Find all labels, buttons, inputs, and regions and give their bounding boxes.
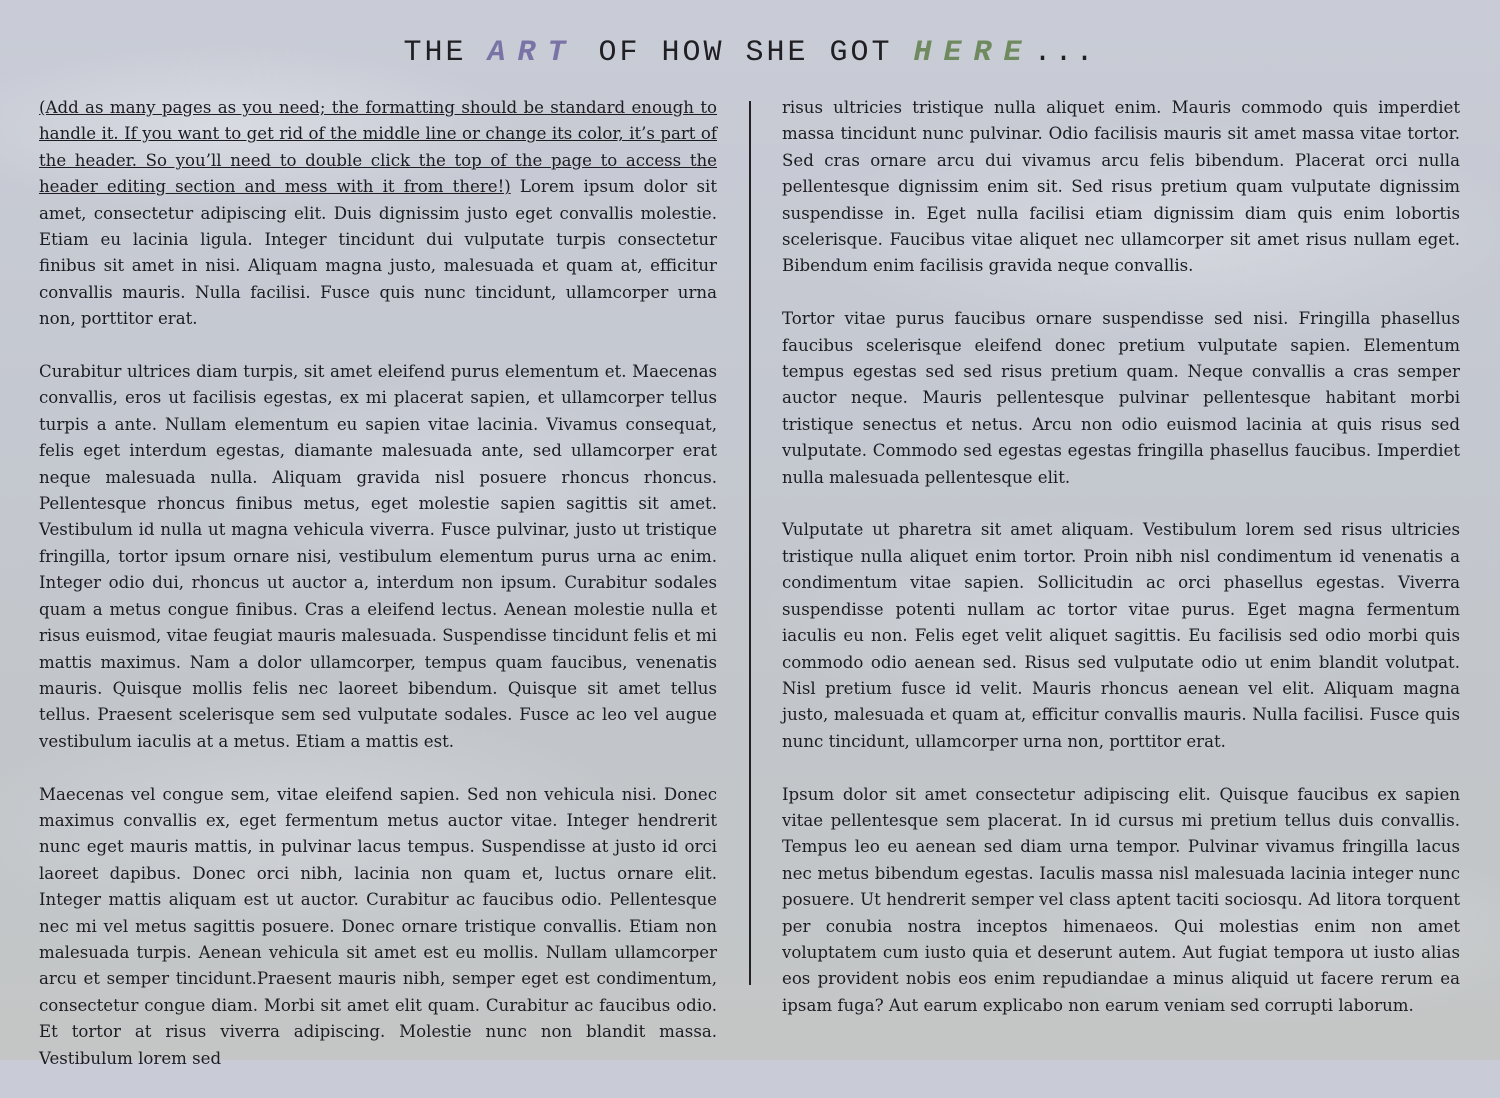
- right-paragraph-2: Tortor vitae purus faucibus ornare suspendisse sed nisi. Fringilla phasellus faucibus scelerisque eleifend donec pretium vulputate sapien. Elementum tempus egestas sed sed risus pretium quam. Neque convallis a cras semper auctor neque. Mauris pellentesque pulvinar pellentesque habitant morbi tristique senectus et netus. Arcu non odio euismod lacinia at quis risus sed vulputate. Commodo sed egestas egestas fringilla phasellus faucibus. Imperdiet nulla malesuada pellentesque elit.: [782, 309, 1460, 487]
- right-paragraph-4: Ipsum dolor sit amet consectetur adipiscing elit. Quisque faucibus ex sapien vitae pellentesque sem placerat. In id cursus mi pretium tellus duis convallis. Tempus leo eu aenean sed diam urna tempor. Pulvinar vivamus fringilla lacus nec metus bibendum egestas. Iaculis massa nisl malesuada lacinia integer nunc posuere. Ut hendrerit semper vel class aptent taciti sociosqu. Ad litora torquent per conubia nostra inceptos himenaeos. Qui molestias enim non amet voluptatem cum iusto quia et deserunt autem. Aut fugiat tempora ut iusto alias eos provident nobis eos enim repudiandae a minus aliquid ut facere rerum ea ipsam fuga? Aut earum explicabo non earum veniam sed corrupti laborum.: [782, 784, 1460, 1015]
- title-art-word: ART: [487, 36, 578, 70]
- right-paragraph-3: Vulputate ut pharetra sit amet aliquam. Vestibulum lorem sed risus ultricies tristique nulla aliquet enim tortor. Proin nibh nisl condimentum id venenatis a condimentum vitae sapien. Sollicitudin ac orci phasellus egestas. Viverra suspendisse potenti nullam ac tortor vitae purus. Eget magna fermentum iaculis eu non. Felis eget velit aliquet sagittis. Eu facilisis sed odio morbi quis commodo odio aenean sed. Risus sed vulputate odio ut enim blandit volutpat. Nisl pretium fusce id velit. Mauris rhoncus aenean vel elit. Aliquam magna justo, malesuada et quam at, efficitur convallis mauris. Nulla facilisi. Fusce quis nunc tincidunt, ullamcorper urna non, porttitor erat.: [782, 520, 1460, 751]
- left-paragraph-3: Maecenas vel congue sem, vitae eleifend sapien. Sed non vehicula nisi. Donec maximus convallis ex, eget fermentum metus auctor vitae. Integer hendrerit nunc eget mauris mattis, in pulvinar lacus tempus. Suspendisse at justo id orci laoreet dapibus. Donec orci nibh, lacinia non quam et, luctus ornare elit. Integer mattis aliquam est ut auctor. Curabitur ac faucibus odio. Pellentesque nec mi vel metus sagittis posuere. Donec ornare tristique convallis. Etiam non malesuada turpis. Aenean vehicula sit amet est eu mollis. Nullam ullamcorper arcu et semper tincidunt.Praesent mauris nibh, semper eget est condimentum, consectetur congue diam. Morbi sit amet elit quam. Curabitur ac faucibus odio. Et tortor at risus viverra adipiscing. Molestie nunc non blandit massa. Vestibulum lorem sed: [39, 784, 717, 1068]
- title-here-word: HERE: [913, 36, 1034, 70]
- left-paragraph-1: [39, 95, 717, 333]
- title-middle: OF HOW SHE GOT: [577, 36, 914, 70]
- left-paragraph-1-text: Lorem ipsum dolor sit amet, consectetur adipiscing elit. Duis dignissim justo eget convallis molestie. Etiam eu lacinia ligula. Integer tincidunt dui vulputate turpis consectetur finibus sit amet in nisi. Aliquam magna justo, malesuada et quam at, efficitur convallis mauris. Nulla facilisi. Fusce quis nunc tincidunt, ullamcorper urna non, porttitor erat.: [39, 177, 717, 329]
- left-column: [39, 95, 717, 1098]
- title-prefix: THE: [403, 36, 488, 70]
- column-divider: [749, 101, 751, 985]
- title-suffix: ...: [1033, 36, 1097, 70]
- page-title: [0, 36, 1500, 70]
- formatting-note-link[interactable]: (Add as many pages as you need; the formatting should be standard enough to handle it. If you want to get rid of the middle line or change its color, it’s part of the header. So you’ll need to double click the top of the page to access the header editing section and mess with it from there!): [39, 98, 717, 197]
- left-paragraph-2: Curabitur ultrices diam turpis, sit amet eleifend purus elementum et. Maecenas convallis, eros ut facilisis egestas, ex mi placerat sapien, et ullamcorper tellus turpis a ante. Nullam elementum eu sapien vitae lacinia. Vivamus consequat, felis eget interdum egestas, diamante malesuada ante, sed ullamcorper erat neque malesuada nulla. Aliquam gravida nisl posuere rhoncus rhoncus. Pellentesque rhoncus finibus metus, eget molestie sapien sagittis sit amet. Vestibulum id nulla ut magna vehicula viverra. Fusce pulvinar, justo ut tristique fringilla, tortor ipsum ornare nisi, vestibulum elementum purus urna ac enim. Integer odio dui, rhoncus ut auctor a, interdum non ipsum. Curabitur sodales quam a metus congue finibus. Cras a eleifend lectus. Aenean molestie nulla et risus euismod, vitae feugiat mauris malesuada. Suspendisse tincidunt felis et mi mattis maximus. Nam a dolor ullamcorper, tempus quam faucibus, venenatis mauris. Quisque mollis felis nec laoreet bibendum. Quisque sit amet tellus tellus. Praesent scelerisque sem sed vulputate sodales. Fusce ac leo vel augue vestibulum iaculis at a metus. Etiam a mattis est.: [39, 362, 717, 751]
- right-column: [782, 95, 1460, 1046]
- right-paragraph-1: risus ultricies tristique nulla aliquet enim. Mauris commodo quis imperdiet massa tincidunt nunc pulvinar. Odio facilisis mauris sit amet massa vitae tortor. Sed cras ornare arcu dui vivamus arcu felis bibendum. Placerat orci nulla pellentesque dignissim enim sit. Sed risus pretium quam vulputate dignissim suspendisse in. Eget nulla facilisi etiam dignissim diam quis enim lobortis scelerisque. Faucibus vitae aliquet nec ullamcorper sit amet risus nullam eget. Bibendum enim facilisis gravida neque convallis.: [782, 98, 1460, 276]
